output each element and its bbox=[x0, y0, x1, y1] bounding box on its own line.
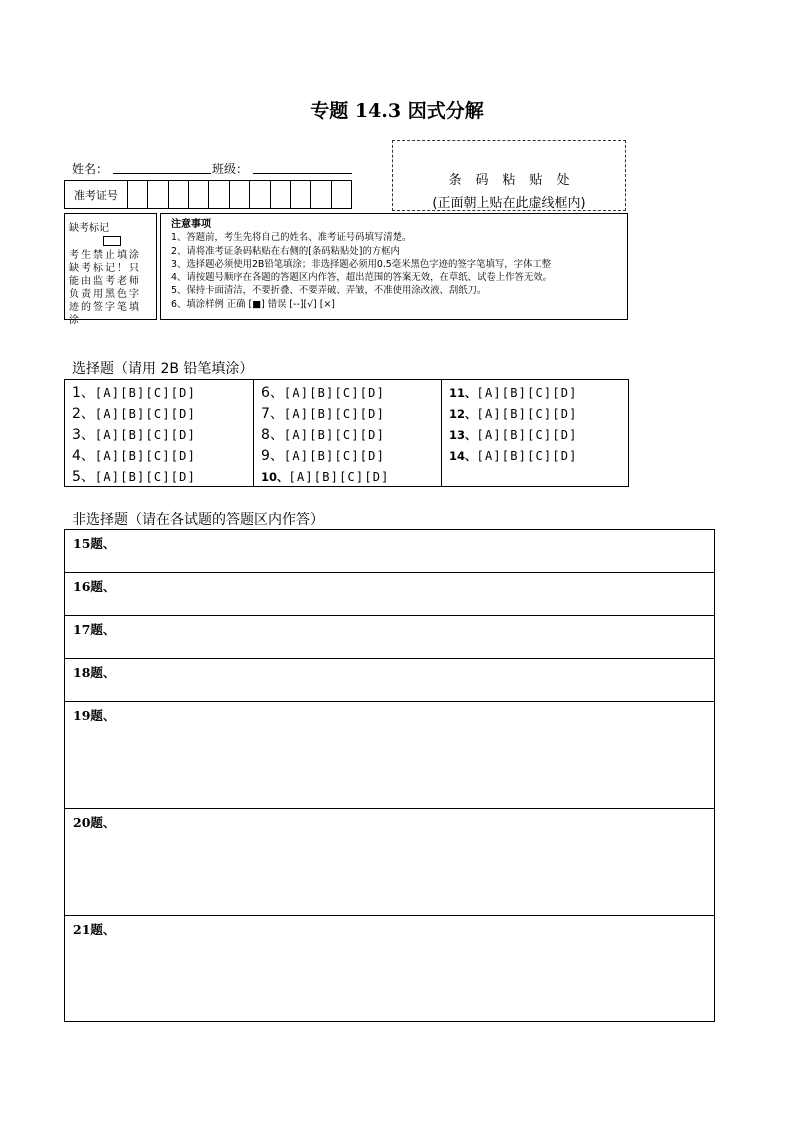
admission-digit-cell[interactable] bbox=[250, 181, 270, 208]
admission-digit-cell[interactable] bbox=[169, 181, 189, 208]
answer-area[interactable] bbox=[65, 616, 714, 659]
admission-number-grid bbox=[64, 180, 352, 209]
mc-options[interactable]: [A][B][C][D] bbox=[283, 428, 386, 442]
mc-number: 4、 bbox=[72, 448, 95, 464]
mc-question-row[interactable] bbox=[261, 424, 441, 445]
class-label: 班级： bbox=[212, 162, 249, 176]
notes-item: 2、请将准考证条码粘贴在右侧的[条码粘贴处]的方框内 bbox=[171, 245, 400, 257]
answer-area[interactable] bbox=[65, 702, 714, 809]
question-label: 20题、 bbox=[73, 815, 116, 830]
mc-number: 3、 bbox=[72, 427, 95, 443]
question-label: 17题、 bbox=[73, 622, 116, 637]
mc-question-row[interactable] bbox=[72, 382, 253, 403]
question-label: 16题、 bbox=[73, 579, 116, 594]
mc-number: 8、 bbox=[261, 427, 284, 443]
barcode-instruction: (正面朝上贴在此虚线框内) bbox=[432, 196, 586, 211]
admission-digit-cell[interactable] bbox=[230, 181, 250, 208]
mc-question-row[interactable] bbox=[449, 382, 628, 403]
multiple-choice-grid bbox=[64, 379, 629, 487]
notes-item: 4、请按题号顺序在各题的答题区内作答，超出范围的答案无效，在草纸、试卷上作答无效。 bbox=[171, 272, 552, 284]
mc-options[interactable]: [A][B][C][D] bbox=[283, 386, 386, 400]
mc-number: 13、 bbox=[449, 428, 477, 442]
notes-item: 1、答题前，考生先将自己的姓名、准考证号码填写清楚。 bbox=[171, 232, 412, 244]
answer-area[interactable] bbox=[65, 809, 714, 916]
mc-options[interactable]: [A][B][C][D] bbox=[283, 407, 386, 421]
question-label: 18题、 bbox=[73, 665, 116, 680]
mc-number: 9、 bbox=[261, 448, 284, 464]
notes-title: 注意事项 bbox=[171, 219, 211, 230]
admission-digit-cell[interactable] bbox=[189, 181, 209, 208]
absent-mark-title: 缺考标记 bbox=[69, 223, 109, 234]
mc-question-row[interactable] bbox=[72, 424, 253, 445]
mc-question-row[interactable] bbox=[261, 382, 441, 403]
mc-column bbox=[254, 380, 442, 486]
mc-number: 6、 bbox=[261, 385, 284, 401]
admission-digit-cell[interactable] bbox=[332, 181, 351, 208]
mc-options[interactable]: [A][B][C][D] bbox=[476, 428, 578, 442]
absent-mark-panel bbox=[64, 213, 157, 326]
name-field[interactable] bbox=[113, 160, 211, 174]
mc-number: 11、 bbox=[449, 386, 477, 400]
notes-item: 6、填涂样例 正确 [■] 错误 [--][√] [×] bbox=[171, 298, 335, 310]
question-label: 21题、 bbox=[73, 922, 116, 937]
mc-options[interactable]: [A][B][C][D] bbox=[476, 407, 578, 421]
barcode-area bbox=[392, 140, 626, 211]
mc-number: 1、 bbox=[72, 385, 95, 401]
mc-options[interactable]: [A][B][C][D] bbox=[94, 449, 197, 463]
question-label: 19题、 bbox=[73, 708, 116, 723]
mc-options[interactable]: [A][B][C][D] bbox=[476, 449, 578, 463]
mc-options[interactable]: [A][B][C][D] bbox=[283, 449, 386, 463]
mc-options[interactable]: [A][B][C][D] bbox=[94, 470, 197, 484]
notes-item: 5、保持卡面清洁，不要折叠、不要弄破、弄皱，不准使用涂改液、刮纸刀。 bbox=[171, 285, 487, 297]
answer-area[interactable] bbox=[65, 573, 714, 616]
mc-options[interactable]: [A][B][C][D] bbox=[94, 386, 197, 400]
absent-mark-text: 考生禁止填涂缺考标记！只能由监考老师负责用黑色字迹的签字笔填涂 bbox=[69, 250, 141, 326]
free-response-area bbox=[64, 529, 715, 1022]
mc-question-row[interactable] bbox=[72, 403, 253, 424]
admission-digit-cell[interactable] bbox=[271, 181, 291, 208]
page-title: 专题 14.3 因式分解 bbox=[310, 100, 484, 122]
admission-digit-cell[interactable] bbox=[128, 181, 148, 208]
mc-question-row[interactable] bbox=[261, 466, 441, 487]
mc-number: 7、 bbox=[261, 406, 284, 422]
admission-digit-cell[interactable] bbox=[291, 181, 311, 208]
mc-options[interactable]: [A][B][C][D] bbox=[94, 428, 197, 442]
admission-digit-cell[interactable] bbox=[311, 181, 331, 208]
mc-question-row[interactable] bbox=[261, 403, 441, 424]
mc-number: 12、 bbox=[449, 407, 477, 421]
mc-options[interactable]: [A][B][C][D] bbox=[288, 470, 390, 484]
mc-number: 14、 bbox=[449, 449, 477, 463]
mc-question-row[interactable] bbox=[449, 424, 628, 445]
answer-area[interactable] bbox=[65, 916, 714, 1021]
mc-number: 5、 bbox=[72, 469, 95, 485]
mc-question-row[interactable] bbox=[449, 445, 628, 466]
mc-question-row[interactable] bbox=[261, 445, 441, 466]
mc-question-row[interactable] bbox=[449, 403, 628, 424]
name-label: 姓名： bbox=[72, 162, 109, 176]
free-response-title: 非选择题（请在各试题的答题区内作答） bbox=[72, 512, 324, 528]
multiple-choice-title: 选择题（请用 2B 铅笔填涂） bbox=[72, 361, 254, 377]
mc-number: 10、 bbox=[261, 470, 289, 484]
notes-panel bbox=[160, 213, 628, 320]
absent-mark-checkbox[interactable] bbox=[103, 236, 121, 246]
admission-number-label: 准考证号 bbox=[65, 181, 128, 208]
answer-area[interactable] bbox=[65, 659, 714, 702]
question-label: 15题、 bbox=[73, 536, 116, 551]
answer-area[interactable] bbox=[65, 530, 714, 573]
barcode-title: 条码粘贴处 bbox=[448, 173, 584, 188]
admission-digit-cell[interactable] bbox=[209, 181, 229, 208]
mc-question-row[interactable] bbox=[72, 445, 253, 466]
mc-column bbox=[442, 380, 628, 486]
admission-digit-cell[interactable] bbox=[148, 181, 168, 208]
mc-number: 2、 bbox=[72, 406, 95, 422]
mc-question-row[interactable] bbox=[72, 466, 253, 487]
class-field[interactable] bbox=[253, 160, 352, 174]
mc-options[interactable]: [A][B][C][D] bbox=[94, 407, 197, 421]
notes-item: 3、选择题必须使用2B铅笔填涂；非选择题必须用0.5毫米黑色字迹的签字笔填写，字体工整 bbox=[171, 258, 552, 270]
mc-column bbox=[65, 380, 254, 486]
mc-options[interactable]: [A][B][C][D] bbox=[476, 386, 578, 400]
